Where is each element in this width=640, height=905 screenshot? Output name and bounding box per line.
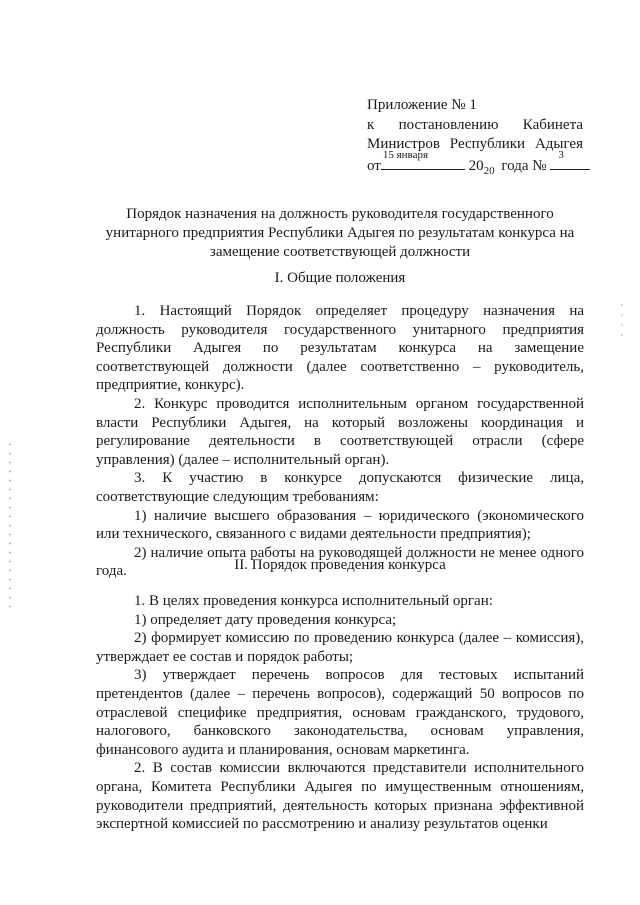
scan-margin-artifact [8,440,12,610]
word: к [367,116,375,133]
title-line: унитарного предприятия Республики Адыгея по результатам конкурса на [105,225,575,241]
title-line: замещение соответствующей должности [209,244,471,260]
paragraph: 1) наличие высшего образования – юридического (экономического или технического, связанного с видами деятельности предприятия); [96,507,584,543]
paragraph: 1) определяет дату проведения конкурса; [134,611,397,628]
appendix-date-line [367,148,590,177]
paragraph: 2. Конкурс проводится исполнительным органом государственной власти Республики Адыгея, на который возложены координация и регулирование деятельности в соответствующей отрасли (сфере управления) (далее – исполнительный орган). [96,395,584,468]
handwritten-year: 20 [483,164,495,177]
date-prefix: от [367,157,381,174]
paragraph: 3. К участию в конкурсе допускаются физические лица, соответствующие следующим требованиям: [96,470,584,505]
section-1-body [96,302,584,581]
word: Кабинета [522,116,583,133]
paragraph: 2) формирует комиссию по проведению конкурса (далее – комиссия), утверждает ее состав и порядок работы; [96,630,584,665]
scan-margin-artifact [620,300,624,340]
word: Министров [367,136,440,152]
section-2-body [96,592,584,834]
word: постановлению [398,116,499,133]
year-prefix: 20 [468,157,484,174]
paragraph: 2. В состав комиссии включаются представители исполнительного органа, Комитета Республики Адыгея по имущественным отношениям, руководители предприятий, деятельность которых признана эффективной экспертной комиссией по рассмотрению и анализу результатов оценки [96,760,584,833]
section-2-heading: II. Порядок проведения конкурса [234,557,446,573]
appendix-header [367,96,583,176]
paragraph: 1. В целях проведения конкурса исполнительный орган: [134,593,493,609]
date-blank [381,148,465,170]
word: Республики [449,136,526,152]
handwritten-number: 3 [558,148,564,161]
section-1-heading: I. Общие положения [274,270,406,286]
word: Адыгея [534,136,583,152]
title-line: Порядок назначения на должность руководителя государственного [126,206,554,222]
handwritten-date: 15 января [382,148,429,161]
paragraph: 3) утверждает перечень вопросов для тестовых испытаний претендентов (далее – перечень вопросов), содержащий 50 вопросов по отраслевой специфике предприятия, основам гражданского, трудового, налогового, банковского законодательства, основам управления, финансового аудита и планирования, основам маркетинга. [96,667,584,758]
paragraph: 2) наличие опыта работы на руководящей должности не менее одного года. [96,544,584,580]
number-blank [550,148,590,170]
document-title [96,205,584,262]
appendix-line-2 [367,116,583,136]
year-suffix: года № [497,157,547,174]
appendix-number: Приложение № 1 [367,97,477,113]
paragraph: 1. Настоящий Порядок определяет процедуру назначения на должность руководителя государственного унитарного предприятия Республики Адыгея по результатам конкурса на замещение соответствующей должности (далее соответственно – руководитель, предприятие, конкурс). [96,303,584,394]
